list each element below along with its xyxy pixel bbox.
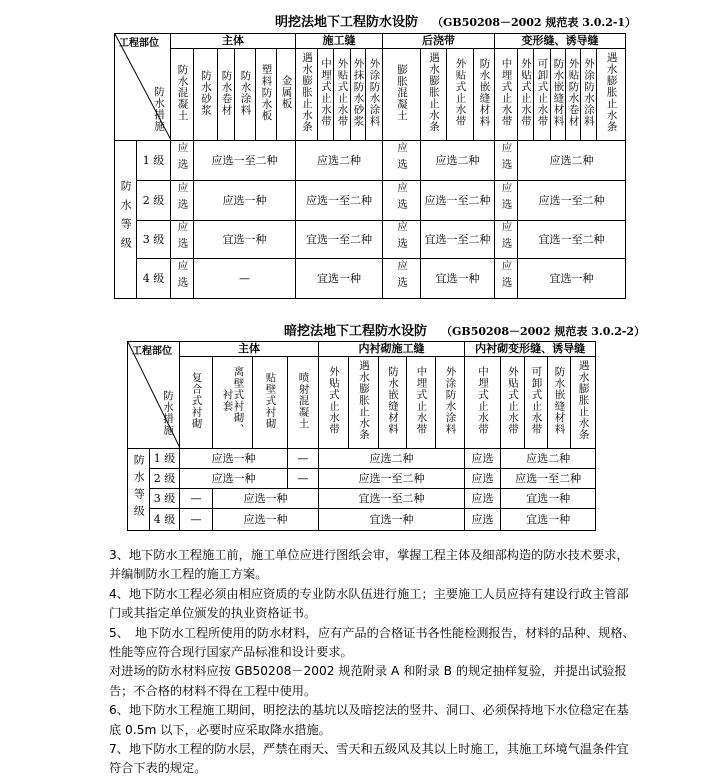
table1-grade: 1 级: [137, 141, 171, 181]
table1-corner: [115, 34, 171, 141]
table1-measure-label: 防水涂料: [239, 69, 252, 116]
paragraph-5: 5、 地下防水工程所使用的防水材料，应有产品的合格证书各性能检测报告，材料的品种、规格、性能等应符合现行国家产品标准和设计要求。: [109, 625, 635, 660]
table1-measure: [256, 48, 277, 140]
table1-cell: [383, 259, 421, 299]
table1-measure-label: 外涂防水涂料: [368, 58, 381, 128]
table1-measure-label: 中埋式止水带: [320, 58, 333, 128]
table1-title-text: 明挖法地下工程防水设防: [275, 15, 419, 30]
table1-cell-text: 应选: [396, 260, 409, 294]
table1-cell: [383, 141, 421, 181]
table1-cell-text: 应选: [176, 260, 189, 294]
table2-measure-label: 复合式衬砌: [190, 371, 203, 430]
table1-cell: [495, 181, 518, 221]
table1-cell-text: 应选: [396, 142, 409, 176]
table1-group-body: 主体: [171, 34, 296, 49]
paragraph-4: 4、地下防水工程必须由相应资质的专业防水队伍进行施工；主要施工人员应持有建设行政主管部门或其指定单位颁发的执业资格证书。: [109, 586, 629, 621]
table2-measure-label: 贴壁式衬砌: [264, 371, 277, 430]
table2-cell: 应选一种: [213, 489, 319, 509]
table1-cell-text: 应选: [500, 221, 513, 255]
table1-cell: 宜选一种: [518, 259, 626, 299]
table1-measure-label: 外贴式止水带: [336, 58, 349, 128]
table1-cell: 宜选一至二种: [421, 221, 495, 259]
table2-cell: 应选一至二种: [319, 469, 465, 489]
table2-cell: 应选二种: [319, 449, 465, 469]
table1-measure-label: 防水砂浆: [200, 69, 212, 116]
table2-cell: 应选一至二种: [501, 469, 596, 489]
table1-cell: [383, 221, 421, 259]
table2-measure: [465, 356, 501, 448]
table1-measure: [218, 48, 235, 140]
table1-measure: [447, 48, 474, 140]
table1-measure-label: 金属板: [280, 75, 293, 110]
table2-measure: [525, 356, 548, 448]
table1-measure-label: 可卸式止水带: [536, 58, 549, 128]
table1-measure: [534, 48, 551, 140]
table1-measure: [581, 48, 597, 140]
table2-group-body: 主体: [180, 342, 319, 357]
table1-measure: [194, 48, 218, 140]
table1-measure-label: 防水卷材: [220, 69, 233, 116]
table1-grade: 4 级: [137, 259, 171, 299]
table1-cell: 宜选一种: [194, 221, 296, 259]
table1-measure-label: 遇水膨胀止水条: [428, 52, 441, 133]
table1-cell-text: 应选: [500, 182, 513, 216]
table1-measure: [277, 48, 296, 140]
table2-measure-label: 外贴式止水带: [328, 366, 340, 436]
table1-measure: [366, 48, 383, 140]
table2-code: （GB50208－2002 规范表 3.0.2-2）: [441, 325, 646, 338]
table2-grade: 3 级: [150, 489, 180, 509]
body-text: [109, 546, 639, 779]
table1-measure: [474, 48, 495, 140]
table1-cell: 宜选一至二种: [518, 221, 626, 259]
table1-measure: [351, 48, 366, 140]
table1-measure-label: 外贴防水卷材: [567, 58, 580, 128]
table1-measure-label: 外抹防水砂浆: [352, 58, 365, 128]
table1-cell: [171, 221, 194, 259]
table1-cell: 宜选一至二种: [296, 221, 383, 259]
table2-measure: [379, 356, 407, 448]
table1-measure: [495, 48, 518, 140]
paragraph-5-cont: 对进场的防水材料应按 GB50208－2002 规范附录 A 和附录 B 的规定抽样复验，并提出试验报告；不合格的材料不得在工程中使用。: [109, 664, 627, 698]
table1-cell-text: 应选: [500, 260, 513, 294]
table2-grade-group-label: 防水等级: [132, 453, 146, 522]
table2-cell: 应选: [465, 489, 501, 509]
table1-measure-label: 防水嵌缝材料: [552, 58, 565, 128]
table2-cell: 宜选一种: [501, 489, 596, 509]
table2-grade: 2 级: [150, 469, 180, 489]
table1-cell: —: [194, 259, 296, 299]
table1-measure: [296, 48, 318, 140]
table2-cell: 应选: [465, 469, 501, 489]
table2-title: [284, 320, 645, 339]
table2-cell: —: [288, 449, 319, 469]
table2: [127, 341, 596, 531]
table1-measure: [334, 48, 351, 140]
table2-measure-label: 喷射混凝土: [297, 371, 310, 430]
table2-measure-label: 离壁式衬砌、衬套: [221, 366, 245, 436]
table2-measure-label: 中埋式止水带: [477, 366, 490, 436]
table1-cell: 应选二种: [518, 141, 626, 181]
table1-measure: [421, 48, 447, 140]
table2-measure-label: 防水嵌缝材料: [553, 366, 566, 436]
table2-measure: [180, 356, 213, 448]
table1-cell-text: 应选: [396, 182, 409, 216]
table1-measure: [171, 48, 194, 140]
table2-cell: 应选一种: [180, 469, 288, 489]
table1-group-deform: 变形缝、诱导缝: [495, 34, 626, 49]
paragraph-7: 7、地下防水工程的防水层，严禁在雨天、雪天和五级风及其以上时施工，其施工环境气温条件宜符合下表的规定。: [109, 742, 629, 776]
table2-measure-label: 中埋式止水带: [415, 366, 428, 436]
table1-measure-label: 防水混凝土: [176, 63, 189, 122]
table2-group-deform: 内衬砌变形缝、诱导缝: [465, 342, 596, 357]
table1-cell: 宜选一种: [296, 259, 383, 299]
table2-measure: [407, 356, 436, 448]
table2-measure: [288, 356, 319, 448]
table1-group-joint: 施工缝: [296, 34, 383, 49]
table2-cell: 宜选一至二种: [319, 489, 465, 509]
table2-cell: —: [180, 489, 213, 509]
table1-cell: 应选一至二种: [421, 181, 495, 221]
table1-measure-label: 防水嵌缝材料: [478, 58, 491, 128]
table1-cell-text: 应选: [500, 142, 513, 176]
table2-measure: [501, 356, 525, 448]
table1-measure-label: 膨胀混凝土: [396, 63, 409, 122]
table1-measure: [518, 48, 534, 140]
table1-cell: [495, 259, 518, 299]
table2-measure: [253, 356, 288, 448]
table2-measure-label: 外贴式止水带: [507, 366, 520, 436]
table1-cell: 应选一至二种: [296, 181, 383, 221]
table1-measure-label: 中埋式止水带: [500, 58, 513, 128]
table2-measure-label: 可卸式止水带: [530, 366, 543, 436]
table1-cell: [171, 141, 194, 181]
table2-title-text: 暗挖法地下工程防水设防: [284, 324, 428, 339]
table1-corner-sub: 防水措施: [153, 86, 165, 132]
table2-measure: [548, 356, 571, 448]
table2-corner: [128, 342, 180, 449]
table1-cell: [171, 181, 194, 221]
table1-cell: 应选二种: [296, 141, 383, 181]
table1-measure: [318, 48, 334, 140]
table2-grade: 1 级: [150, 449, 180, 469]
table2-measure-label: 外涂防水涂料: [444, 366, 457, 436]
paragraph-6: 6、地下防水工程施工期间，明挖法的基坑以及暗挖法的竖井、洞口、必须保持地下水位稳定在基底 0.5m 以下，必要时应采取降水措施。: [109, 703, 629, 737]
table1-cell-text: 应选: [176, 142, 189, 176]
table1-measure-label: 塑料防水板: [260, 63, 273, 122]
table2-measure-label: 遇水膨胀止水条: [358, 360, 370, 441]
table1-cell: 应选一种: [194, 181, 296, 221]
table2-cell: 宜选一种: [319, 509, 465, 531]
table2-measure-label: 防水嵌缝材料: [387, 366, 399, 436]
table1-cell: 宜选一种: [421, 259, 495, 299]
table1-grade: 3 级: [137, 221, 171, 259]
table1-grade: 2 级: [137, 181, 171, 221]
table2-group-joint: 内衬砌施工缝: [319, 342, 465, 357]
table1-code: （GB50208－2002 规范表 3.0.2-1）: [432, 16, 637, 29]
table1: [114, 33, 626, 299]
table1-cell-text: 应选: [396, 221, 409, 255]
table1-corner-header: 工程部位: [119, 38, 159, 49]
table1-cell: 应选一至二种: [518, 181, 626, 221]
table1-measure-label: 遇水膨胀止水条: [605, 52, 618, 133]
table2-cell: 宜选一种: [501, 509, 596, 531]
table1-cell-text: 应选: [176, 221, 189, 255]
table2-measure: [319, 356, 349, 448]
table1-measure: [383, 48, 421, 140]
paragraph-3: 3、地下防水工程施工前，施工单位应进行图纸会审，掌握工程主体及细部构造的防水技术要求，并编制防水工程的施工方案。: [109, 548, 629, 582]
table1-cell-text: 应选: [176, 182, 189, 216]
table2-measure: [213, 356, 253, 448]
table1-title: [275, 11, 636, 30]
table2-measure: [436, 356, 465, 448]
table1-measure: [566, 48, 581, 140]
table2-cell: 应选: [465, 449, 501, 469]
table2-measure-label: 遇水膨胀止水条: [577, 360, 590, 441]
table1-cell: 应选一至二种: [194, 141, 296, 181]
table1-cell: [495, 221, 518, 259]
table2-measure: [571, 356, 596, 448]
table1-cell: [171, 259, 194, 299]
table2-cell: 应选一种: [180, 449, 288, 469]
table1-measure-label: 外贴式止水带: [520, 58, 533, 128]
table2-grade-group: [128, 449, 150, 531]
table1-measure: [235, 48, 256, 140]
table2-cell: —: [180, 509, 213, 531]
table1-grade-group: [115, 141, 137, 299]
table1-group-pour: 后浇带: [383, 34, 495, 49]
table2-cell: 应选: [465, 509, 501, 531]
table2-cell: —: [288, 469, 319, 489]
table2-measure: [349, 356, 379, 448]
table1-cell: [383, 181, 421, 221]
table2-corner-header: 工程部位: [132, 346, 172, 357]
table1-measure-label: 遇水膨胀止水条: [301, 52, 314, 133]
table2-grade: 4 级: [150, 509, 180, 531]
table1-cell: [495, 141, 518, 181]
table1-grade-group-label: 防水等级: [119, 179, 133, 256]
table2-cell: 应选一种: [213, 509, 319, 531]
table1-measure-label: 外涂防水涂料: [583, 58, 596, 128]
table2-corner-sub: 防水措施: [162, 390, 174, 436]
table1-measure: [551, 48, 566, 140]
table1-measure-label: 外贴式止水带: [454, 58, 467, 128]
table2-cell: 应选二种: [501, 449, 596, 469]
table1-cell: 应选二种: [421, 141, 495, 181]
table1-measure: [597, 48, 626, 140]
